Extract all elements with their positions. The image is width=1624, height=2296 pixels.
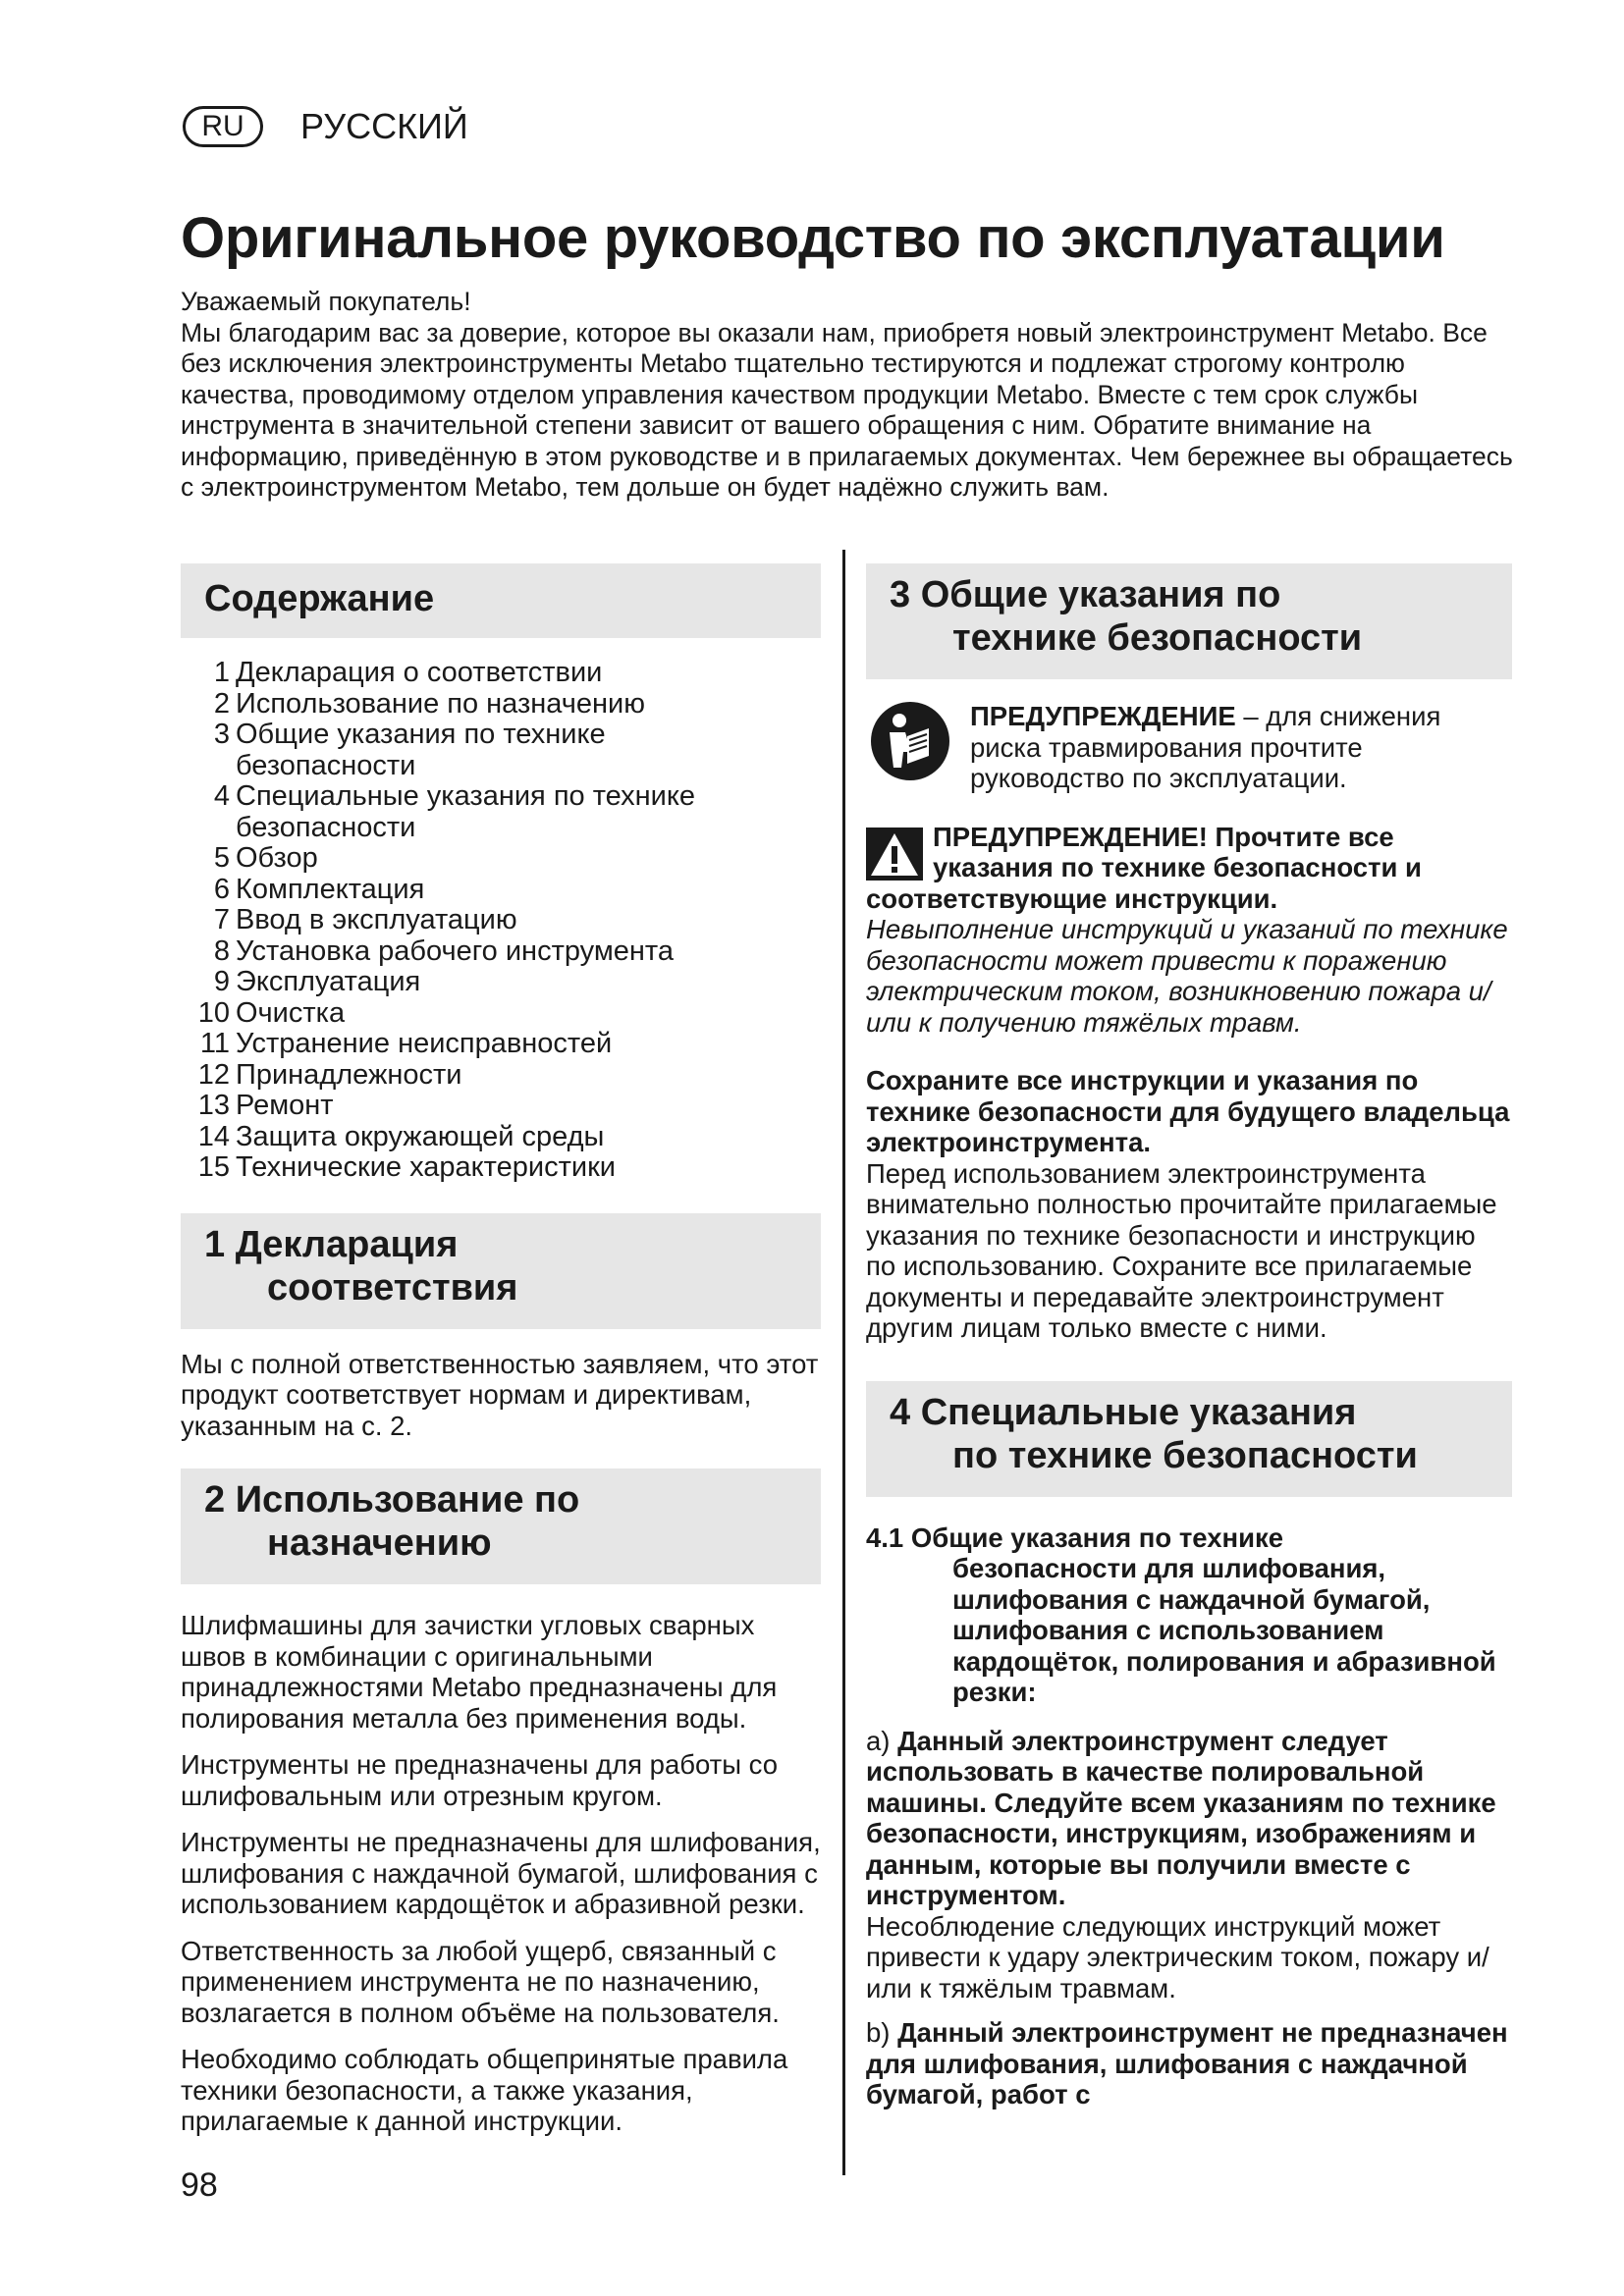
language-name: РУССКИЙ: [300, 106, 468, 146]
toc-item[interactable]: 3 Общие указания по технике безопасности: [213, 719, 606, 781]
page-number: 98: [181, 2166, 218, 2204]
section-1-heading: 1 Декларация соответствия: [181, 1213, 821, 1329]
toc-item[interactable]: 10 Очистка: [197, 996, 346, 1029]
toc-item[interactable]: 4 Специальные указания по технике безопасности: [213, 780, 696, 843]
left-column: [181, 563, 821, 2153]
language-badge: RU: [183, 106, 263, 147]
safety-warning: [866, 822, 1512, 1039]
read-manual-icon: [870, 701, 950, 781]
page-title: Оригинальное руководство по эксплуатации: [181, 206, 1445, 270]
intro-greeting: Уважаемый покупатель!: [181, 287, 471, 316]
warning-triangle-icon: [866, 828, 923, 881]
right-column: [866, 563, 1512, 2110]
table-of-contents: [181, 658, 821, 1184]
toc-item[interactable]: 6 Комплектация: [213, 873, 425, 905]
toc-item[interactable]: 14 Защита окружающей среды: [197, 1120, 605, 1152]
toc-item[interactable]: 2 Использование по назначению: [213, 687, 645, 720]
toc-item[interactable]: 11 Устранение неисправностей: [199, 1028, 613, 1059]
section-2-heading: 2 Использование по назначению: [181, 1468, 821, 1584]
section-4-1-heading: 4.1 Общие указания по технике безопасности для шлифования, шлифования с наждачной бумагой, шлифования с использованием кардощёток, полирования и абразивной резки:: [866, 1522, 1496, 1707]
section-4-heading: 4 Специальные указания по технике безопасности: [866, 1381, 1512, 1497]
toc-item[interactable]: 1 Декларация о соответствии: [213, 657, 603, 688]
toc-item[interactable]: 9 Эксплуатация: [213, 966, 421, 997]
item-a: a) Данный электроинструмент следует использовать в качестве полировальной машины. Следуйте всем указаниям по технике безопасности, инструкциям, изображениям и данным, которые вы получили вместе с инструментом. Несоблюдение следующих инструкций может привести к удару электрическим током, пожару и/или к тяжёлым травмам.: [866, 1725, 1496, 2003]
toc-item[interactable]: 5 Обзор: [213, 842, 318, 874]
toc-item[interactable]: 13 Ремонт: [197, 1090, 334, 1121]
toc-item[interactable]: 15 Технические характеристики: [197, 1151, 616, 1183]
toc-item[interactable]: 8 Установка рабочего инструмента: [213, 934, 674, 967]
safety-warning-bold: ПРЕДУПРЕЖДЕНИЕ! Прочтите все указания по технике безопасности и соответствующие инструкции.: [866, 821, 1422, 914]
section-3-heading: 3 Общие указания по технике безопасности: [866, 563, 1512, 679]
intro-paragraph: Мы благодарим вас за доверие, которое вы оказали нам, приобретя новый электроинструмент Metabo. Все без исключения электроинструменты Metabo тщательно тестируются и подлежат строгому контролю качества, проводимому отделом управления качеством продукции Metabo. Вместе с тем срок службы инструмента в значительной степени зависит от вашего обращения с ним. Обратите внимание на информацию, приведённую в этом руководстве и в прилагаемых документах. Чем бережнее вы обращаетесь с электроинструментом Metabo, тем дольше он будет надёжно служить вам.: [181, 317, 1513, 502]
section-1-body: Мы с полной ответственностью заявляем, что этот продукт соответствует нормам и директивам, указанным на с. 2.: [181, 1348, 819, 1441]
intro-text: [181, 287, 1516, 504]
toc-item[interactable]: 12 Принадлежности: [197, 1058, 462, 1091]
section-2-body: Шлифмашины для зачистки угловых сварных швов в комбинации с оригинальными принадлежностями Metabo предназначены для полирования металла без применения воды. Инструменты не предназначены для работы со шлифовальным или отрезным кругом. Инструменты не предназначены для шлифования, шлифования с наждачной бумагой, шлифования с использованием кардощёток и абразивной резки. Ответственность за любой ущерб, связанный с применением инструмента не по назначению, возлагается в полном объёме на пользователя. Необходимо соблюдать общепринятые правила техники безопасности, а также указания, прилагаемые к данной инструкции.: [181, 1610, 821, 2136]
read-manual-notice: [866, 701, 1512, 794]
keep-instructions: Сохраните все инструкции и указания по технике безопасности для будущего владельца электроинструмента. Перед использованием электроинструмента внимательно полностью прочитайте прилагаемые указания по технике безопасности и инструкцию по использованию. Сохраните все прилагаемые документы и передавайте электроинструмент другим лицам только вместе с ними.: [866, 1065, 1510, 1343]
contents-heading: Содержание: [181, 563, 821, 638]
item-b: b) Данный электроинструмент не предназначен для шлифования, шлифования с наждачной бумагой, работ с: [866, 2017, 1508, 2109]
safety-warning-italic: Невыполнение инструкций и указаний по технике безопасности может привести к поражению электрическим током, возникновению пожара и/или к получению тяжёлых травм.: [866, 914, 1508, 1038]
toc-item[interactable]: 7 Ввод в эксплуатацию: [213, 904, 517, 935]
read-manual-text: ПРЕДУПРЕЖДЕНИЕ – для снижения риска травмирования прочтите руководство по эксплуатации.: [970, 701, 1441, 793]
column-divider: [842, 550, 845, 2175]
